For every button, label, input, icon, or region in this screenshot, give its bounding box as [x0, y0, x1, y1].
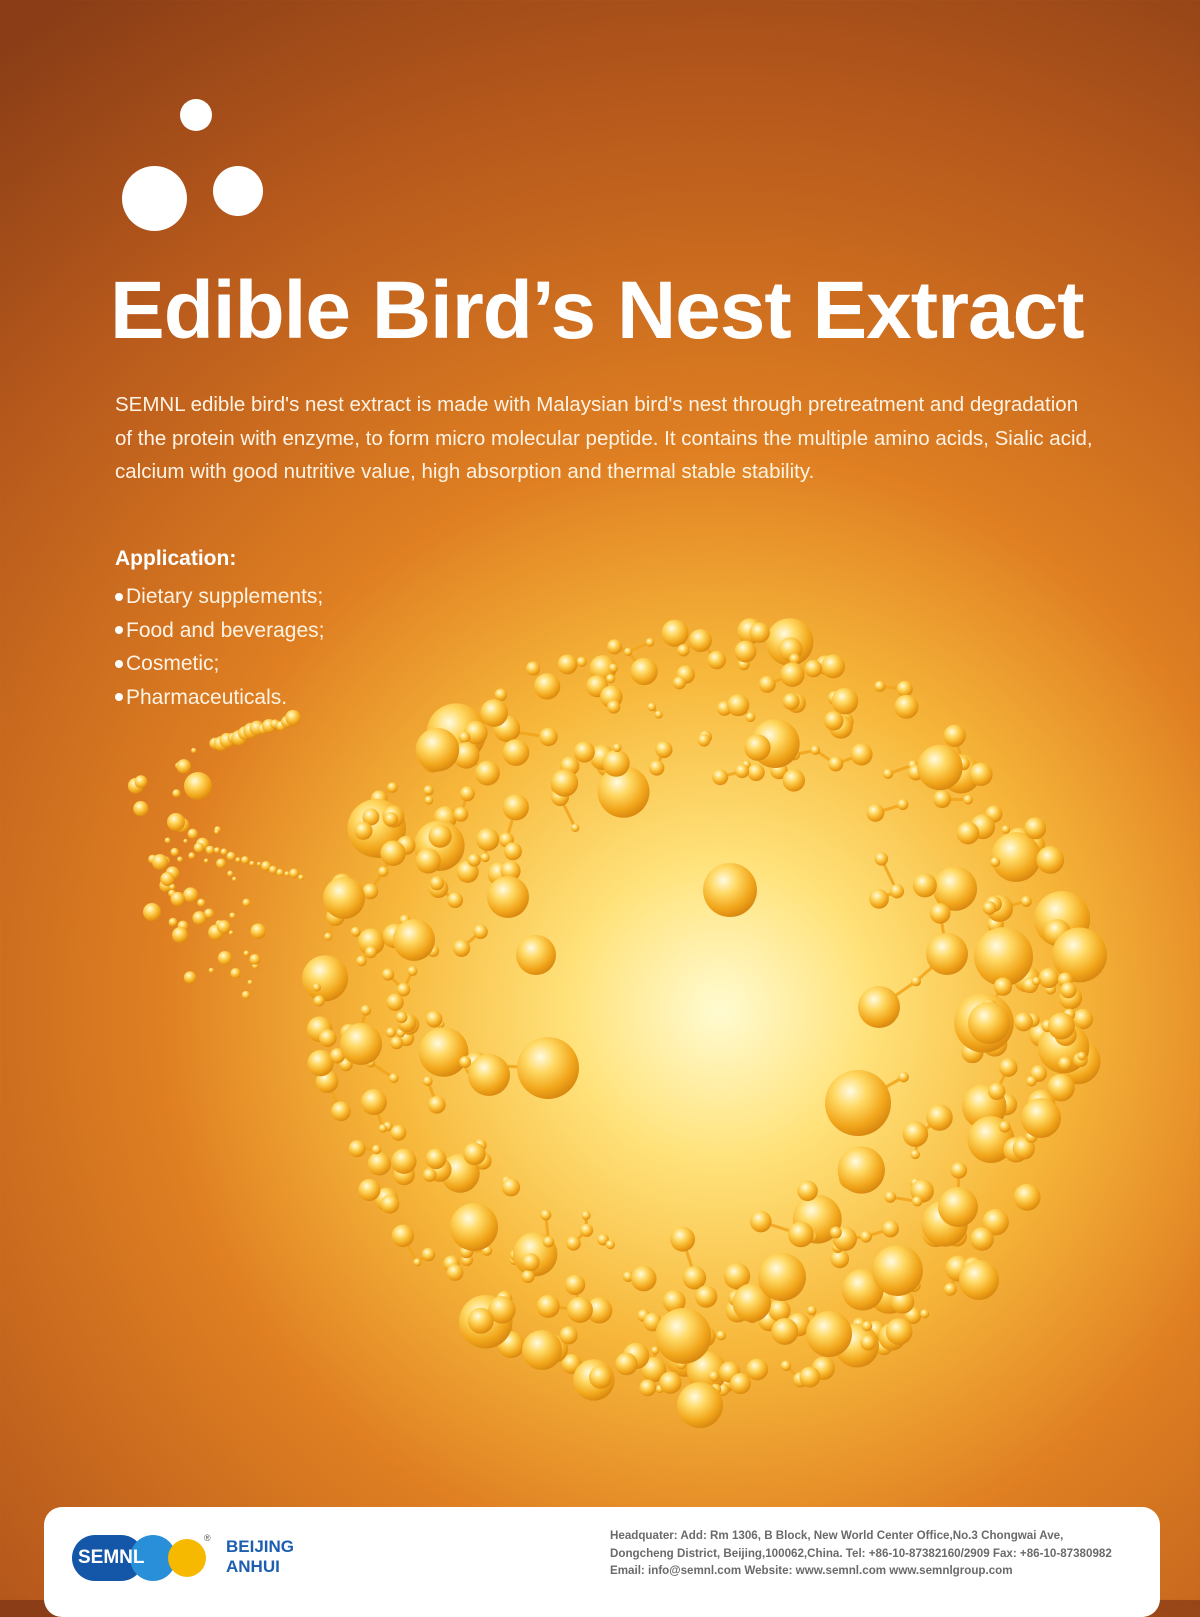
- molecule-sphere-icon: [307, 1050, 333, 1076]
- molecule-sphere-icon: [214, 847, 220, 853]
- molecule-sphere-icon: [615, 1353, 637, 1375]
- molecule-sphere-icon: [249, 861, 254, 866]
- molecule-sphere-icon: [968, 1002, 1010, 1044]
- molecule-sphere-icon: [235, 857, 240, 862]
- molecule-sphere-icon: [898, 1072, 909, 1083]
- molecule-sphere-icon: [480, 853, 489, 862]
- molecule-sphere-icon: [963, 795, 973, 805]
- molecule-sphere-icon: [289, 869, 298, 878]
- molecule-sphere-icon: [825, 1070, 891, 1136]
- molecule-sphere-icon: [581, 1211, 590, 1220]
- molecule-sphere-icon: [1001, 825, 1010, 834]
- molecule-sphere-icon: [768, 1299, 790, 1321]
- molecule-sphere-icon: [331, 1101, 351, 1121]
- molecule-sphere-icon: [788, 1222, 814, 1248]
- molecule-sphere-icon: [858, 986, 900, 1028]
- molecule-sphere-icon: [194, 843, 204, 853]
- molecule-sphere-icon: [358, 1179, 380, 1201]
- molecule-sphere-icon: [351, 927, 361, 937]
- molecule-sphere-icon: [368, 1152, 391, 1175]
- molecule-sphere-icon: [365, 946, 377, 958]
- molecule-sphere-icon: [709, 1371, 720, 1382]
- molecule-sphere-icon: [380, 1195, 399, 1214]
- molecule-sphere-icon: [749, 622, 769, 642]
- molecule-sphere-icon: [903, 1121, 929, 1147]
- molecule-sphere-icon: [781, 1360, 792, 1371]
- molecule-sphere-icon: [797, 1181, 817, 1201]
- molecule-sphere-icon: [241, 856, 249, 864]
- molecule-sphere-icon: [423, 1168, 437, 1182]
- molecule-sphere-icon: [229, 930, 234, 935]
- molecule-sphere-icon: [473, 924, 487, 938]
- molecule-sphere-icon: [677, 644, 689, 656]
- molecule-sphere-icon: [522, 1253, 540, 1271]
- molecule-sphere-icon: [169, 918, 178, 927]
- molecule-sphere-icon: [607, 639, 622, 654]
- logo-text: SEMNL: [78, 1547, 145, 1569]
- molecule-sphere-icon: [707, 651, 726, 670]
- molecule-sphere-icon: [1036, 846, 1064, 874]
- molecule-sphere-icon: [974, 927, 1033, 986]
- molecule-sphere-icon: [750, 1211, 772, 1233]
- molecule-sphere-icon: [959, 1260, 999, 1300]
- logo-yellow-circle-icon: [168, 1539, 206, 1577]
- molecule-sphere-icon: [1052, 928, 1107, 983]
- molecule-sphere-icon: [423, 1076, 433, 1086]
- molecule-sphere-icon: [577, 657, 587, 667]
- molecule-sphere-icon: [589, 1366, 612, 1389]
- molecule-sphere-icon: [197, 899, 205, 907]
- molecule-sphere-icon: [516, 935, 556, 975]
- molecule-sphere-icon: [580, 1224, 593, 1237]
- molecule-sphere-icon: [957, 822, 980, 845]
- molecule-sphere-icon: [646, 638, 655, 647]
- molecule-sphere-icon: [821, 654, 845, 678]
- molecule-sphere-icon: [994, 977, 1012, 995]
- molecule-sphere-icon: [191, 748, 196, 753]
- molecule-sphere-icon: [428, 1096, 446, 1114]
- molecule-sphere-icon: [276, 869, 283, 876]
- application-heading: Application:: [115, 547, 236, 571]
- molecule-sphere-icon: [950, 1162, 967, 1179]
- molecule-sphere-icon: [571, 824, 579, 832]
- molecule-sphere-icon: [883, 769, 893, 779]
- molecule-sphere-icon: [1048, 1013, 1075, 1040]
- molecule-sphere-icon: [894, 695, 918, 719]
- molecule-sphere-icon: [537, 1295, 560, 1318]
- molecule-sphere-icon: [799, 1367, 820, 1388]
- molecule-sphere-icon: [313, 995, 324, 1006]
- molecule-sphere-icon: [495, 688, 508, 701]
- molecule-sphere-icon: [522, 1270, 535, 1283]
- molecule-sphere-icon: [850, 743, 872, 765]
- molecule-sphere-icon: [1014, 1012, 1033, 1031]
- molecule-sphere-icon: [227, 852, 236, 861]
- molecule-sphere-icon: [460, 786, 475, 801]
- molecule-sphere-icon: [423, 785, 433, 795]
- molecule-sphere-icon: [780, 662, 804, 686]
- molecule-sphere-icon: [758, 1253, 806, 1301]
- molecule-sphere-icon: [302, 955, 348, 1001]
- molecule-sphere-icon: [504, 842, 522, 860]
- molecule-sphere-icon: [170, 848, 178, 856]
- molecule-sphere-icon: [872, 1245, 923, 1296]
- molecule-sphere-icon: [944, 725, 966, 747]
- molecule-sphere-icon: [882, 1220, 899, 1237]
- molecule-sphere-icon: [869, 889, 889, 909]
- city-anhui: ANHUI: [226, 1557, 294, 1577]
- molecule-sphere-icon: [574, 741, 595, 762]
- molecule-sphere-icon: [430, 876, 444, 890]
- molecule-sphere-icon: [503, 794, 529, 820]
- application-item: Food and beverages;: [115, 614, 324, 648]
- molecule-sphere-icon: [386, 1027, 396, 1037]
- molecule-sphere-icon: [413, 1258, 421, 1266]
- molecule-sphere-icon: [503, 739, 530, 766]
- molecule-sphere-icon: [1032, 977, 1040, 985]
- molecule-sphere-icon: [183, 887, 198, 902]
- molecule-sphere-icon: [390, 1036, 403, 1049]
- molecule-sphere-icon: [890, 884, 904, 898]
- molecule-sphere-icon: [747, 764, 764, 781]
- molecule-sphere-icon: [214, 829, 219, 834]
- molecule-sphere-icon: [824, 711, 843, 730]
- molecule-sphere-icon: [454, 807, 469, 822]
- molecule-sphere-icon: [689, 629, 712, 652]
- molecule-sphere-icon: [917, 745, 962, 790]
- molecule-sphere-icon: [1077, 1052, 1086, 1061]
- molecule-sphere-icon: [242, 899, 250, 907]
- contact-address-phone: Dongcheng District, Beijing,100062,China. Tel: +86-10-87382160/2909 Fax: +86-10-87380982: [610, 1545, 1150, 1563]
- application-item: Dietary supplements;: [115, 580, 324, 614]
- molecule-sphere-icon: [860, 1231, 872, 1243]
- molecule-sphere-icon: [384, 812, 398, 826]
- molecule-sphere-icon: [184, 971, 196, 983]
- molecule-sphere-icon: [372, 1145, 382, 1155]
- molecule-sphere-icon: [838, 1146, 885, 1193]
- molecule-sphere-icon: [744, 734, 770, 760]
- molecule-sphere-icon: [390, 1125, 406, 1141]
- molecule-sphere-icon: [695, 1286, 717, 1308]
- molecule-sphere-icon: [468, 1054, 510, 1096]
- molecule-sphere-icon: [284, 871, 289, 876]
- footer-panel: [44, 1507, 1160, 1617]
- molecule-sphere-icon: [447, 892, 463, 908]
- molecule-sphere-icon: [659, 1372, 681, 1394]
- molecule-sphere-icon: [172, 789, 180, 797]
- molecule-sphere-icon: [912, 1196, 922, 1206]
- molecule-sphere-icon: [933, 790, 951, 808]
- molecule-sphere-icon: [257, 862, 261, 866]
- molecule-sphere-icon: [248, 980, 253, 985]
- molecule-sphere-icon: [209, 968, 214, 973]
- molecule-sphere-icon: [661, 620, 688, 647]
- molecule-sphere-icon: [459, 732, 470, 743]
- product-description: SEMNL edible bird's nest extract is made with Malaysian bird's nest through pretreatment and degradation of the protein with enzyme, to form micro molecular peptide. It contains the multiple amino acids, Sialic acid, calcium with good nutritive value, high absorption and thermal stable stability.: [115, 388, 1095, 489]
- molecule-sphere-icon: [783, 693, 800, 710]
- molecule-sphere-icon: [944, 1283, 957, 1296]
- molecule-sphere-icon: [227, 871, 233, 877]
- molecule-sphere-icon: [1060, 982, 1076, 998]
- molecule-sphere-icon: [380, 841, 405, 866]
- molecule-sphere-icon: [539, 728, 557, 746]
- molecule-sphere-icon: [920, 1309, 929, 1318]
- molecule-sphere-icon: [419, 1027, 469, 1077]
- molecule-sphere-icon: [926, 1104, 952, 1130]
- molecule-sphere-icon: [1039, 968, 1059, 988]
- molecule-sphere-icon: [184, 772, 212, 800]
- molecule-sphere-icon: [378, 866, 388, 876]
- molecule-sphere-icon: [884, 1191, 896, 1203]
- molecule-sphere-icon: [783, 769, 805, 791]
- molecule-sphere-icon: [639, 1379, 656, 1396]
- molecule-sphere-icon: [540, 1210, 551, 1221]
- molecule-sphere-icon: [970, 1227, 994, 1251]
- molecule-sphere-icon: [811, 745, 820, 754]
- molecule-sphere-icon: [143, 903, 161, 921]
- molecule-sphere-icon: [204, 858, 209, 863]
- molecule-sphere-icon: [683, 1266, 706, 1289]
- molecule-sphere-icon: [930, 903, 951, 924]
- molecule-sphere-icon: [165, 837, 171, 843]
- molecule-sphere-icon: [152, 854, 168, 870]
- molecule-sphere-icon: [269, 866, 277, 874]
- molecule-sphere-icon: [251, 923, 266, 938]
- molecule-sphere-icon: [988, 1083, 1005, 1100]
- molecule-sphere-icon: [426, 1011, 443, 1028]
- molecule-sphere-icon: [866, 804, 884, 822]
- molecule-sphere-icon: [560, 1326, 578, 1344]
- molecule-sphere-icon: [389, 1073, 399, 1083]
- molecule-sphere-icon: [735, 764, 749, 778]
- molecule-sphere-icon: [425, 796, 434, 805]
- molecule-sphere-icon: [447, 1264, 464, 1281]
- molecule-sphere-icon: [649, 760, 664, 775]
- molecule-sphere-icon: [382, 968, 394, 980]
- molecule-sphere-icon: [487, 876, 529, 918]
- molecule-sphere-icon: [319, 1029, 337, 1047]
- molecule-sphere-icon: [160, 872, 174, 886]
- molecule-sphere-icon: [897, 799, 908, 810]
- contact-email-website: Email: info@semnl.com Website: www.semnl.com www.semnlgroup.com: [610, 1562, 1150, 1580]
- molecule-sphere-icon: [217, 920, 231, 934]
- molecule-sphere-icon: [746, 1359, 768, 1381]
- molecule-sphere-icon: [565, 1275, 585, 1295]
- molecule-sphere-icon: [526, 661, 540, 675]
- molecule-sphere-icon: [832, 688, 859, 715]
- molecule-sphere-icon: [613, 743, 622, 752]
- molecule-sphere-icon: [242, 991, 250, 999]
- molecule-sphere-icon: [216, 858, 226, 868]
- molecule-sphere-icon: [1021, 896, 1032, 907]
- molecule-sphere-icon: [206, 846, 215, 855]
- molecule-sphere-icon: [397, 983, 410, 996]
- molecule-sphere-icon: [990, 857, 1000, 867]
- molecule-sphere-icon: [1024, 817, 1046, 839]
- molecule-sphere-icon: [416, 728, 460, 772]
- molecule-sphere-icon: [655, 1308, 711, 1364]
- molecule-sphere-icon: [1014, 1184, 1041, 1211]
- molecule-sphere-icon: [603, 750, 630, 777]
- molecule-sphere-icon: [517, 1037, 579, 1099]
- city-beijing: BEIJING: [226, 1537, 294, 1557]
- molecule-sphere-icon: [229, 912, 235, 918]
- molecule-sphere-icon: [630, 658, 657, 685]
- molecule-sphere-icon: [938, 1187, 978, 1227]
- molecule-sphere-icon: [655, 741, 672, 758]
- molecule-sphere-icon: [323, 877, 365, 919]
- molecule-sphere-icon: [712, 769, 728, 785]
- molecule-sphere-icon: [1058, 1056, 1072, 1070]
- molecule-sphere-icon: [177, 759, 191, 773]
- application-item: Pharmaceuticals.: [115, 681, 324, 715]
- molecule-sphere-icon: [459, 1056, 471, 1068]
- application-item: Cosmetic;: [115, 647, 324, 681]
- molecule-sphere-icon: [340, 1023, 382, 1065]
- molecule-sphere-icon: [991, 832, 1041, 882]
- molecule-sphere-icon: [244, 950, 250, 956]
- molecule-sphere-icon: [716, 1331, 726, 1341]
- molecule-sphere-icon: [468, 1308, 494, 1334]
- molecule-sphere-icon: [830, 1227, 842, 1239]
- molecule-sphere-icon: [408, 966, 418, 976]
- molecule-sphere-icon: [192, 911, 206, 925]
- registered-mark: ®: [204, 1533, 211, 1543]
- molecule-sphere-icon: [606, 1240, 615, 1249]
- molecule-sphere-icon: [298, 875, 304, 881]
- molecule-sphere-icon: [913, 873, 937, 897]
- molecule-sphere-icon: [670, 1227, 695, 1252]
- molecule-sphere-icon: [391, 1149, 416, 1174]
- molecule-sphere-icon: [354, 822, 372, 840]
- molecule-sphere-icon: [426, 1148, 447, 1169]
- molecule-sphere-icon: [360, 1005, 371, 1016]
- molecule-sphere-icon: [999, 1121, 1011, 1133]
- molecule-sphere-icon: [771, 1318, 798, 1345]
- contact-info: [610, 1527, 1150, 1580]
- molecule-sphere-icon: [874, 681, 885, 692]
- molecule-sphere-icon: [983, 901, 997, 915]
- molecule-sphere-icon: [886, 1318, 913, 1345]
- molecule-sphere-icon: [188, 829, 198, 839]
- molecule-sphere-icon: [218, 951, 232, 965]
- molecule-sphere-icon: [567, 1297, 593, 1323]
- molecule-sphere-icon: [551, 769, 578, 796]
- molecule-sphere-icon: [655, 710, 663, 718]
- molecule-sphere-icon: [379, 1124, 387, 1132]
- molecule-sphere-icon: [673, 676, 686, 689]
- molecule-sphere-icon: [698, 734, 711, 747]
- molecule-sphere-icon: [911, 976, 921, 986]
- molecule-sphere-icon: [188, 852, 195, 859]
- molecule-sphere-icon: [860, 1335, 875, 1350]
- molecule-sphere-icon: [428, 825, 451, 848]
- molecule-sphere-icon: [393, 919, 435, 961]
- page-title: Edible Bird’s Nest Extract: [110, 262, 1110, 360]
- molecule-sphere-icon: [476, 828, 499, 851]
- molecule-sphere-icon: [969, 763, 992, 786]
- molecule-sphere-icon: [1026, 1076, 1036, 1086]
- molecule-sphere-icon: [463, 1143, 486, 1166]
- molecule-sphere-icon: [167, 813, 185, 831]
- molecule-sphere-icon: [727, 694, 749, 716]
- molecule-sphere-icon: [453, 940, 470, 957]
- molecule-sphere-icon: [730, 1373, 751, 1394]
- molecule-sphere-icon: [416, 848, 441, 873]
- molecule-sphere-icon: [230, 968, 240, 978]
- molecule-sphere-icon: [450, 1203, 498, 1251]
- molecule-sphere-icon: [543, 1236, 554, 1247]
- molecule-sphere-icon: [735, 641, 757, 663]
- molecule-sphere-icon: [386, 994, 403, 1011]
- molecule-sphere-icon: [387, 782, 397, 792]
- molecule-sphere-icon: [356, 956, 367, 967]
- molecule-sphere-icon: [631, 1266, 657, 1292]
- molecule-sphere-icon: [759, 676, 776, 693]
- molecule-sphere-icon: [349, 1140, 366, 1157]
- molecule-sphere-icon: [221, 848, 228, 855]
- molecule-sphere-icon: [232, 877, 237, 882]
- molecule-sphere-icon: [999, 1058, 1018, 1077]
- molecule-sphere-icon: [862, 1321, 872, 1331]
- molecule-sphere-icon: [566, 1236, 581, 1251]
- molecule-sphere-icon: [422, 1248, 435, 1261]
- molecule-sphere-icon: [677, 1382, 723, 1428]
- molecule-sphere-icon: [133, 801, 148, 816]
- molecule-sphere-icon: [324, 933, 332, 941]
- molecule-sphere-icon: [285, 710, 301, 726]
- molecule-sphere-icon: [745, 712, 755, 722]
- molecule-sphere-icon: [609, 663, 618, 672]
- molecule-sphere-icon: [396, 1011, 408, 1023]
- molecule-sphere-icon: [392, 1225, 415, 1248]
- molecule-sphere-icon: [313, 983, 321, 991]
- molecule-sphere-icon: [647, 703, 656, 712]
- molecule-sphere-icon: [805, 660, 822, 677]
- molecule-sphere-icon: [502, 1178, 520, 1196]
- molecule-sphere-icon: [828, 756, 843, 771]
- molecule-sphere-icon: [534, 673, 560, 699]
- molecule-sphere-icon: [806, 1311, 852, 1357]
- molecule-sphere-icon: [183, 839, 187, 843]
- molecule-sphere-icon: [480, 699, 508, 727]
- molecule-sphere-icon: [475, 761, 500, 786]
- molecule-sphere-icon: [875, 852, 888, 865]
- molecule-sphere-icon: [897, 681, 913, 697]
- molecule-sphere-icon: [910, 1150, 919, 1159]
- city-labels: [226, 1537, 294, 1577]
- molecule-sphere-icon: [624, 648, 632, 656]
- semnl-logo: [72, 1533, 212, 1583]
- molecule-sphere-icon: [522, 1330, 562, 1370]
- molecule-sphere-icon: [703, 863, 757, 917]
- molecule-sphere-icon: [172, 927, 188, 943]
- contact-address: Headquater: Add: Rm 1306, B Block, New World Center Office,No.3 Chongwai Ave,: [610, 1527, 1150, 1545]
- molecule-sphere-icon: [468, 853, 481, 866]
- molecule-sphere-icon: [558, 654, 578, 674]
- molecule-sphere-icon: [607, 700, 620, 713]
- molecule-sphere-icon: [177, 857, 183, 863]
- molecule-sphere-icon: [171, 892, 185, 906]
- molecule-sphere-icon: [134, 775, 147, 788]
- molecule-sphere-icon: [807, 1306, 816, 1315]
- molecule-sphere-icon: [250, 954, 261, 965]
- molecule-sphere-icon: [361, 1089, 387, 1115]
- molecule-sphere-icon: [1021, 1098, 1061, 1138]
- molecule-sphere-icon: [926, 933, 968, 975]
